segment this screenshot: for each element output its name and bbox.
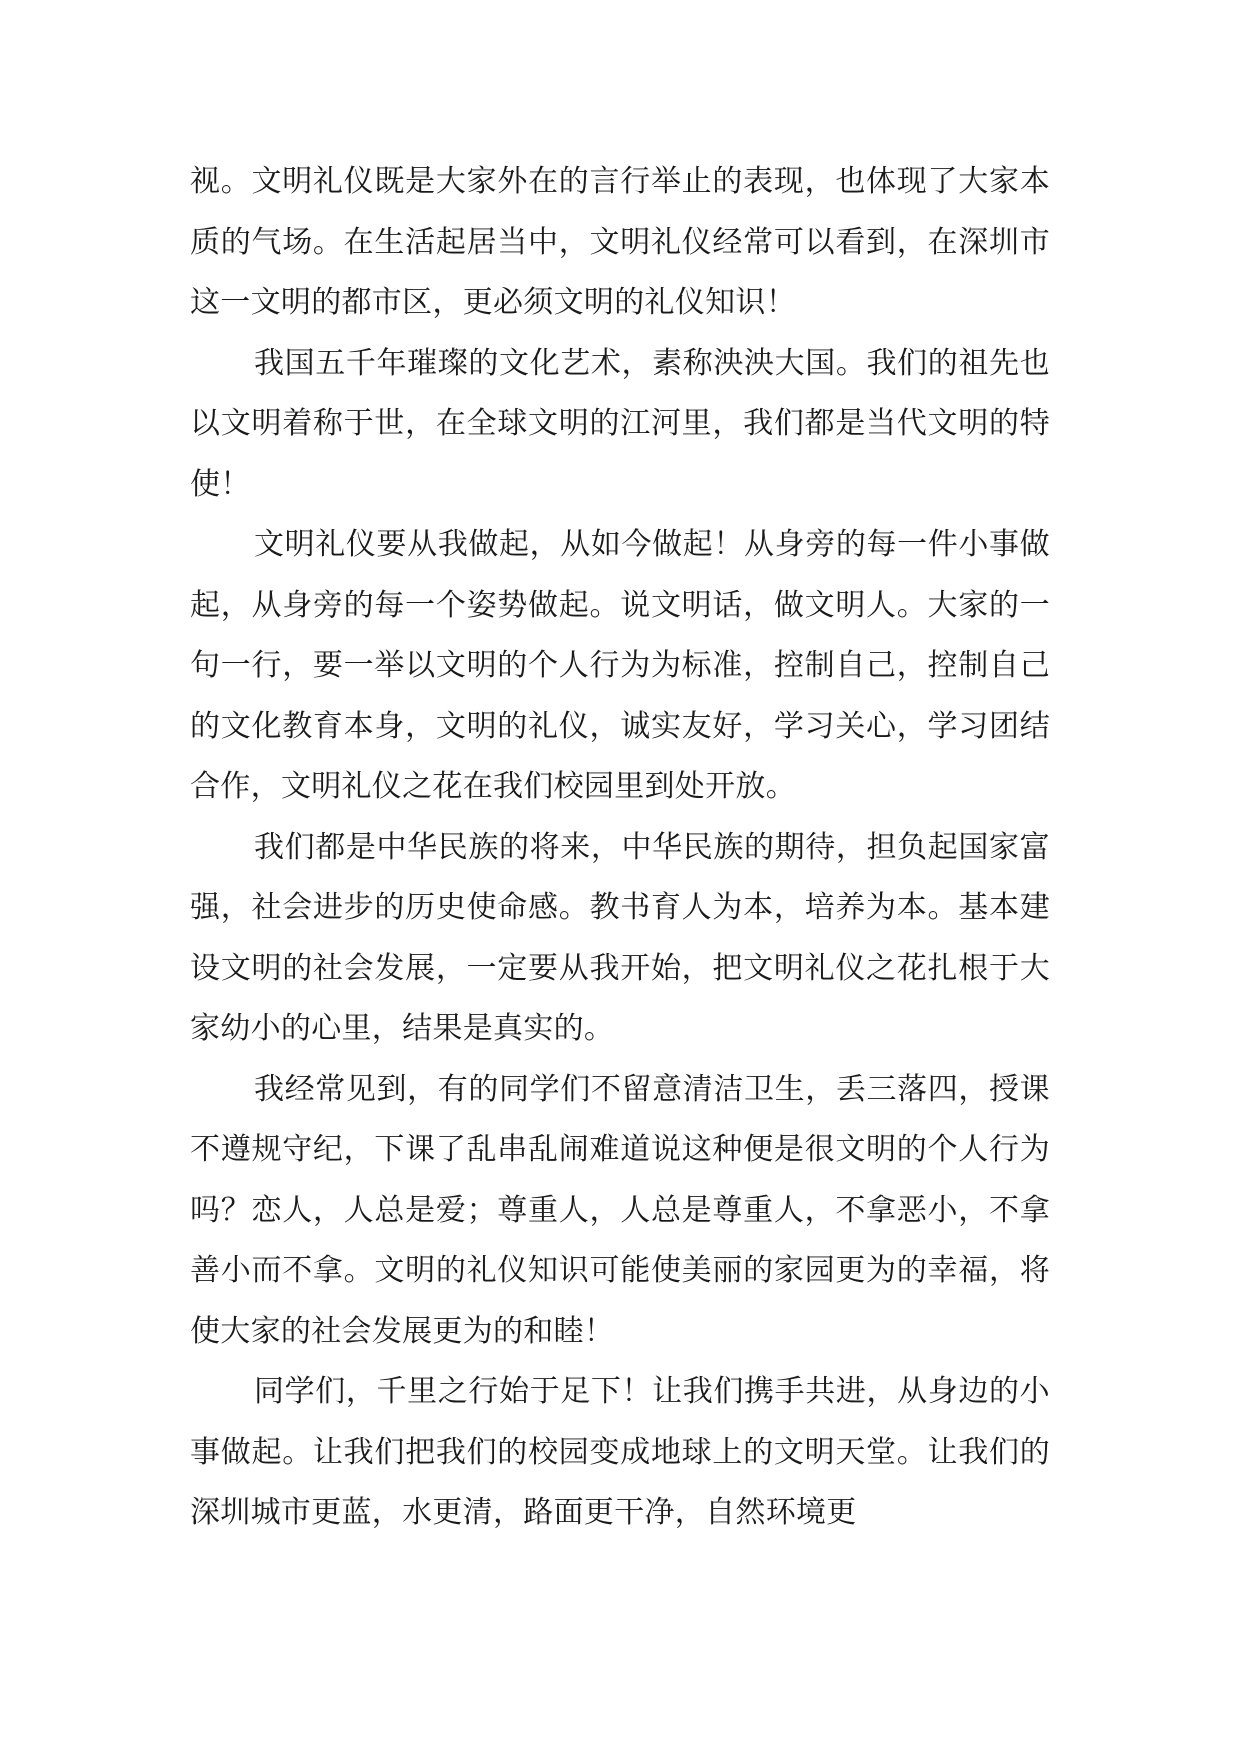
paragraph: 我国五千年璀璨的文化艺术，素称泱泱大国。我们的祖先也以文明着称于世，在全球文明的江河里，我们都是当代文明的特使！ [190, 345, 1050, 502]
paragraph: 文明礼仪要从我做起，从如今做起！从身旁的每一件小事做起，从身旁的每一个姿势做起。说文明话，做文明人。大家的一句一行，要一举以文明的个人行为为标准，控制自己，控制自己的文化教育本身，文明的礼仪，诚实友好，学习关心，学习团结合作，文明礼仪之花在我们校园里到处开放。 [190, 527, 1050, 804]
paragraph: 视。文明礼仪既是大家外在的言行举止的表现，也体现了大家本质的气场。在生活起居当中，文明礼仪经常可以看到，在深圳市这一文明的都市区，更必须文明的礼仪知识！ [190, 164, 1050, 320]
document-body [190, 152, 1050, 1544]
paragraph: 我们都是中华民族的将来，中华民族的期待，担负起国家富强，社会进步的历史使命感。教书育人为本，培养为本。基本建设文明的社会发展，一定要从我开始，把文明礼仪之花扎根于大家幼小的心里，结果是真实的。 [190, 829, 1050, 1046]
paragraph: 同学们，千里之行始于足下！让我们携手共进，从身边的小事做起。让我们把我们的校园变成地球上的文明天堂。让我们的深圳城市更蓝，水更清，路面更干净，自然环境更 [190, 1374, 1050, 1530]
paragraph: 我经常见到，有的同学们不留意清洁卫生，丢三落四，授课不遵规守纪，下课了乱串乱闹难道说这种便是很文明的个人行为吗？恋人，人总是爱；尊重人，人总是尊重人，不拿恶小，不拿善小而不拿。文明的礼仪知识可能使美丽的家园更为的幸福，将使大家的社会发展更为的和睦！ [190, 1071, 1050, 1349]
